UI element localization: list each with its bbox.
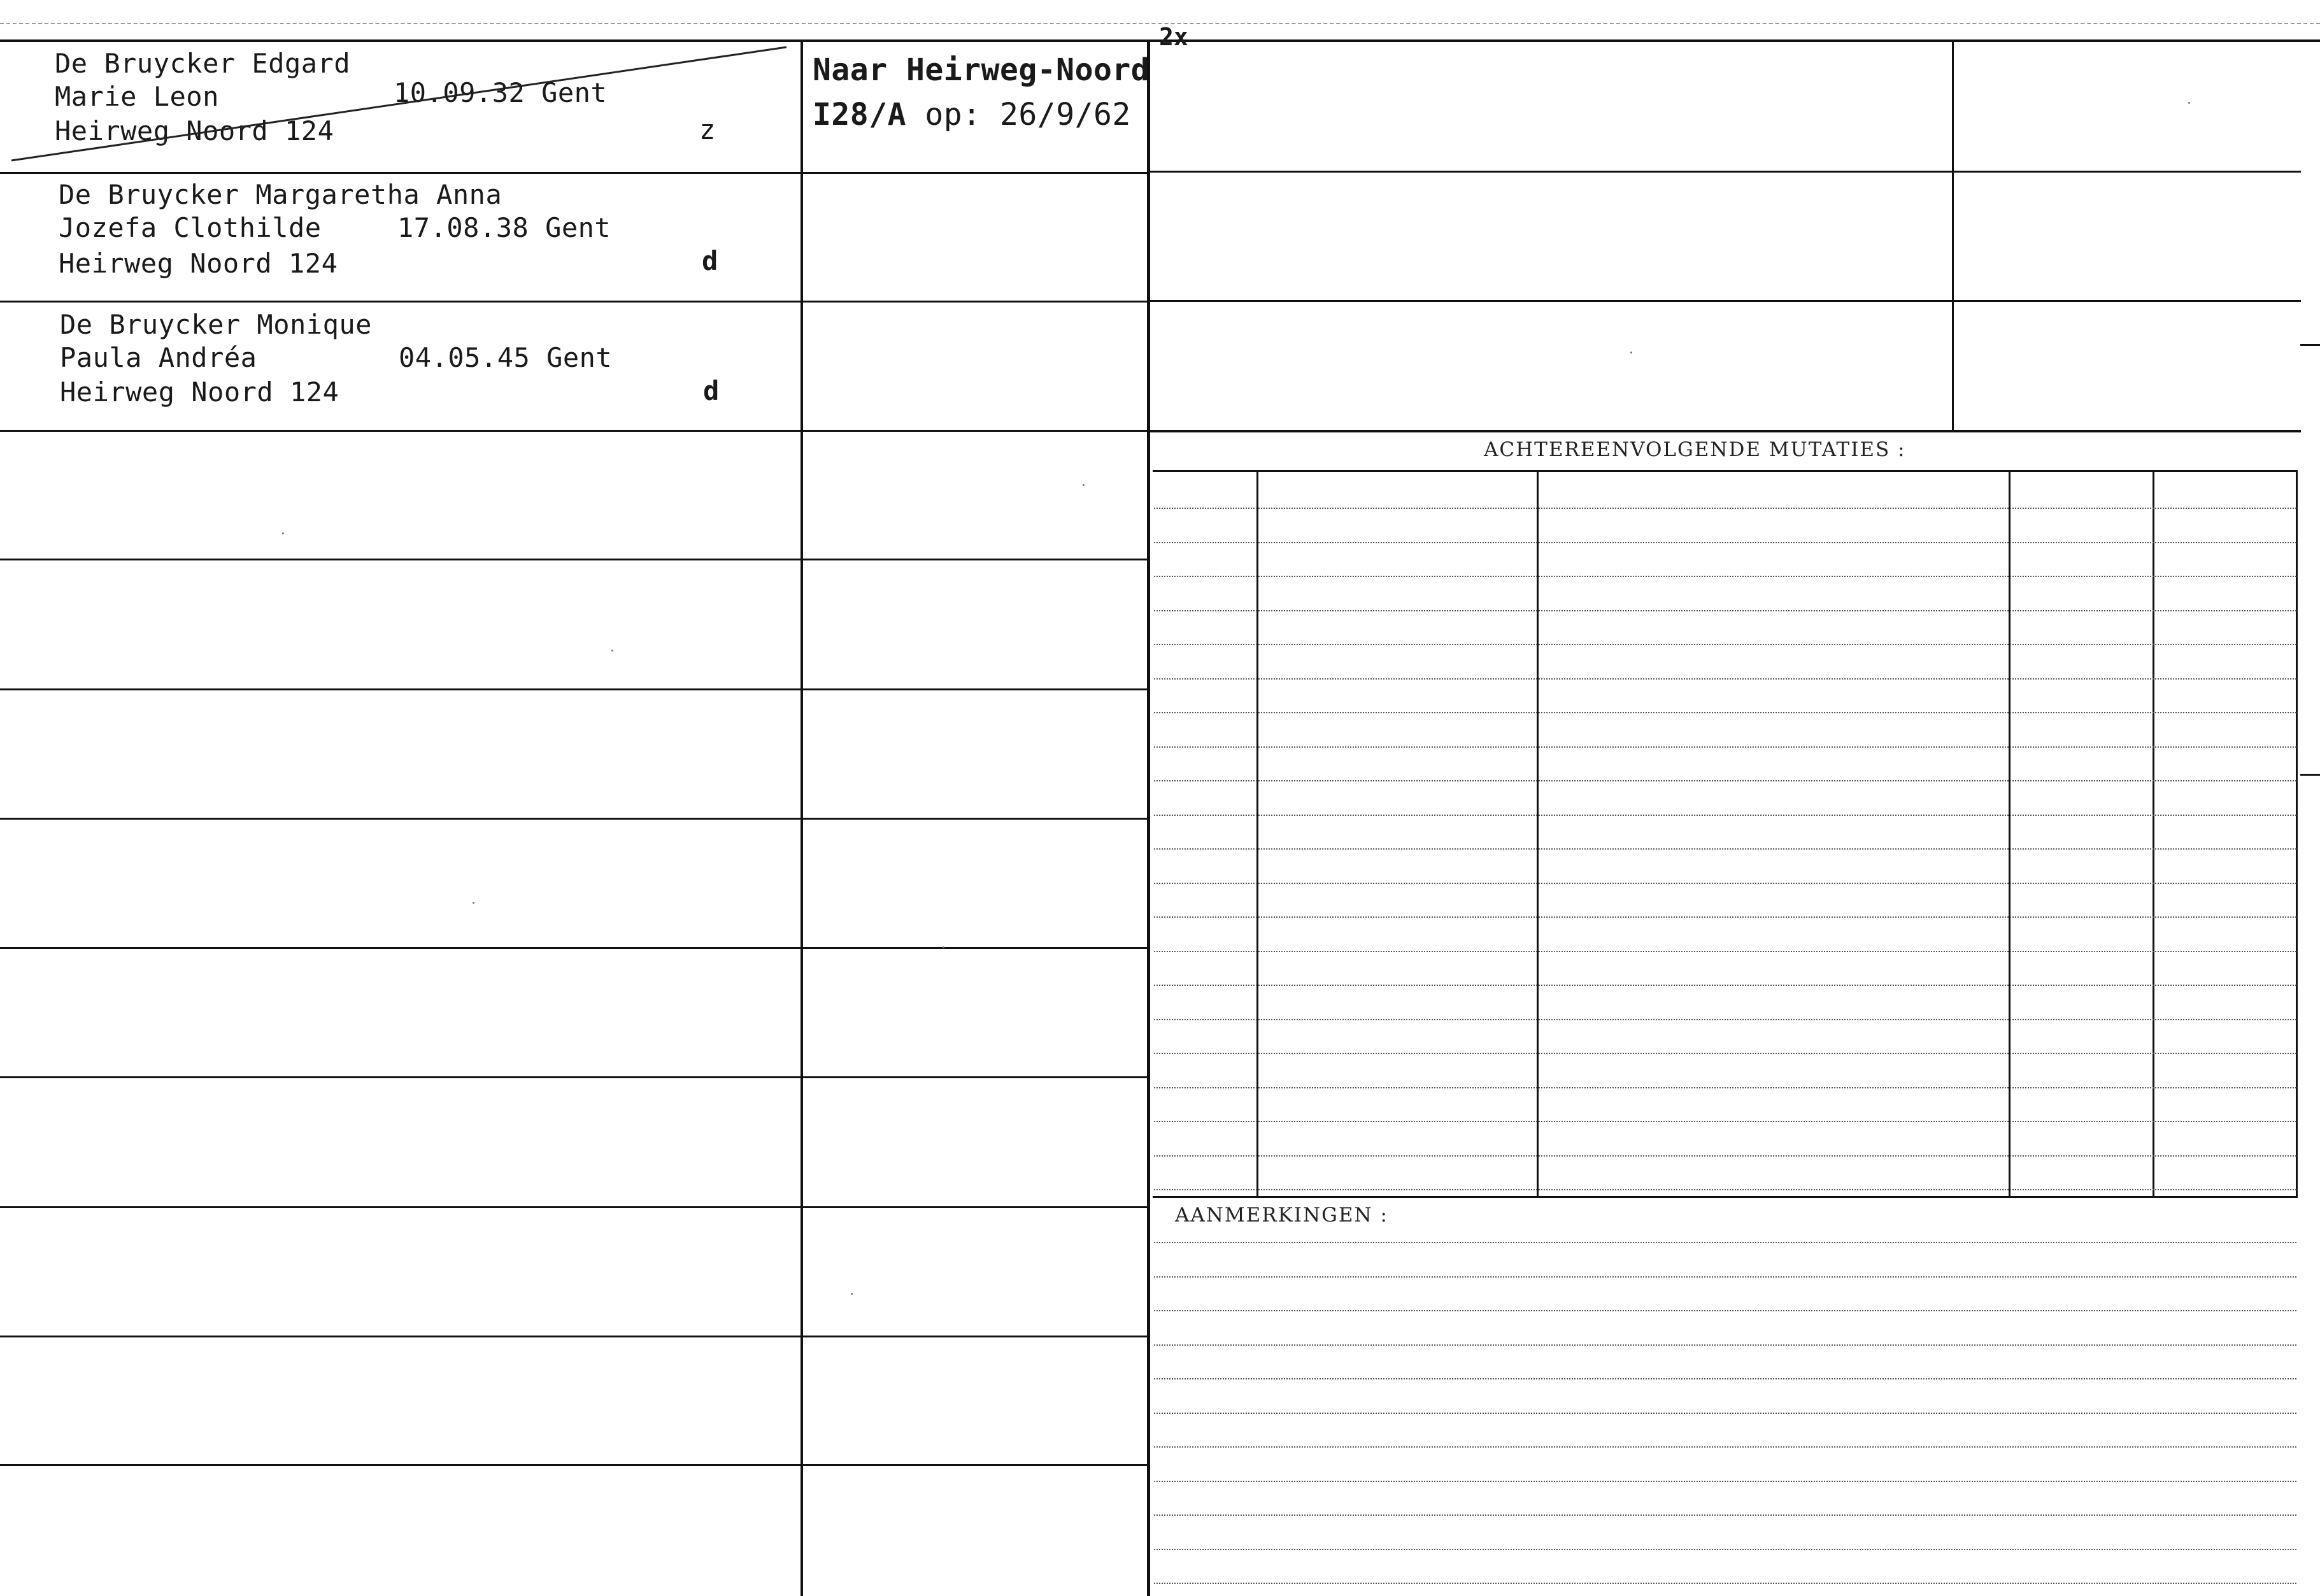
- person-code: d: [702, 245, 718, 276]
- person-birth: 17.08.38 Gent: [397, 212, 611, 243]
- paper-speck: [2188, 102, 2190, 104]
- paper-speck: [851, 1293, 853, 1295]
- row-line: [803, 947, 1147, 949]
- margin-tick: [2300, 774, 2320, 776]
- row-line: [0, 559, 801, 560]
- row-line: [803, 1076, 1147, 1078]
- person-code: z: [699, 114, 716, 145]
- row-line: [803, 1206, 1147, 1208]
- paper-speck: [1083, 484, 1085, 486]
- row-line: [803, 1464, 1147, 1466]
- remarks-ruled-line: [1154, 1481, 2296, 1482]
- person-given-names: Jozefa Clothilde: [59, 212, 322, 243]
- person-address: Heirweg Noord 124: [60, 376, 339, 408]
- row-line: [0, 1076, 801, 1078]
- person-name: De Bruycker Edgard: [55, 48, 351, 79]
- mutations-ruled-line: [1154, 815, 2296, 816]
- mutations-ruled-line: [1154, 1053, 2296, 1054]
- mutations-ruled-line: [1154, 985, 2296, 986]
- remarks-heading: AANMERKINGEN :: [1175, 1204, 1388, 1227]
- mutations-bottom-rule: [1153, 1196, 2298, 1198]
- remarks-ruled-line: [1154, 1276, 2296, 1278]
- row-line: [803, 559, 1147, 560]
- mutations-ruled-line: [1154, 508, 2296, 509]
- row-line: [0, 301, 801, 303]
- divider-right-inner: [1952, 42, 1954, 431]
- remarks-ruled-line: [1154, 1378, 2296, 1379]
- margin-tick: [2300, 344, 2320, 346]
- person-address: Heirweg Noord 124: [55, 115, 334, 146]
- move-reference-line: [813, 97, 1131, 132]
- mutations-ruled-line: [1154, 576, 2296, 577]
- mutations-ruled-line: [1154, 1019, 2296, 1020]
- mutations-ruled-line: [1154, 951, 2296, 952]
- mutations-ruled-line: [1154, 678, 2296, 680]
- paper-speck: [1630, 352, 1632, 353]
- mutations-ruled-line: [1154, 610, 2296, 611]
- row-line: [0, 818, 801, 820]
- mutations-heading: ACHTEREENVOLGENDE MUTATIES :: [1484, 438, 1906, 461]
- remarks-ruled-line: [1154, 1310, 2296, 1311]
- move-op: op:: [906, 97, 1000, 132]
- mutations-ruled-line: [1154, 1121, 2296, 1122]
- mutations-ruled-line: [1154, 1189, 2296, 1190]
- person-code: d: [703, 375, 720, 406]
- mutations-ruled-line: [1154, 848, 2296, 850]
- remarks-ruled-line: [1154, 1344, 2296, 1346]
- row-line: [803, 818, 1147, 820]
- mutations-ruled-line: [1154, 746, 2296, 748]
- move-date: 26/9/62: [1000, 97, 1131, 132]
- remarks-ruled-line: [1154, 1446, 2296, 1448]
- remarks-ruled-line: [1154, 1514, 2296, 1516]
- mutations-ruled-line: [1154, 883, 2296, 884]
- mutations-ruled-line: [1154, 542, 2296, 543]
- move-destination: Naar Heirweg-Noord: [813, 52, 1150, 88]
- row-line: [0, 1336, 801, 1337]
- move-ref: I28/A: [813, 97, 906, 132]
- mutations-top-rule: [1153, 470, 2298, 472]
- person-given-names: Paula Andréa: [60, 342, 257, 373]
- row-line: [1150, 430, 2301, 432]
- mutations-ruled-line: [1154, 916, 2296, 918]
- row-line: [0, 430, 801, 432]
- row-line: [803, 1336, 1147, 1337]
- row-line: [803, 301, 1147, 303]
- mutations-ruled-line: [1154, 644, 2296, 645]
- mutations-ruled-line: [1154, 712, 2296, 713]
- mutations-ruled-line: [1154, 1087, 2296, 1088]
- person-given-names: Marie Leon: [55, 81, 219, 112]
- mutations-ruled-line: [1154, 780, 2296, 781]
- remarks-ruled-line: [1154, 1242, 2296, 1243]
- row-line: [803, 430, 1147, 432]
- paper-speck: [943, 946, 944, 948]
- paper-speck: [282, 532, 284, 534]
- person-name: De Bruycker Monique: [60, 309, 372, 340]
- strike-through-line: [0, 0, 828, 178]
- top-mark: 2x: [1159, 23, 1188, 51]
- person-birth: 04.05.45 Gent: [399, 342, 613, 373]
- paper-speck: [473, 902, 474, 904]
- person-birth: 10.09.32 Gent: [394, 77, 608, 108]
- row-line: [0, 688, 801, 690]
- remarks-ruled-line: [1154, 1549, 2296, 1550]
- remarks-ruled-line: [1154, 1583, 2296, 1584]
- row-line: [0, 947, 801, 949]
- row-line: [0, 1206, 801, 1208]
- row-line: [1150, 300, 2301, 302]
- person-address: Heirweg Noord 124: [59, 248, 338, 279]
- paper-speck: [611, 650, 613, 652]
- mutations-ruled-line: [1154, 1155, 2296, 1157]
- remarks-ruled-line: [1154, 1413, 2296, 1414]
- row-line: [803, 688, 1147, 690]
- person-name: De Bruycker Margaretha Anna: [59, 179, 502, 210]
- row-line: [803, 172, 1147, 174]
- row-line: [0, 1464, 801, 1466]
- row-line: [1150, 171, 2301, 173]
- divider-moves-right: [1147, 42, 1150, 1596]
